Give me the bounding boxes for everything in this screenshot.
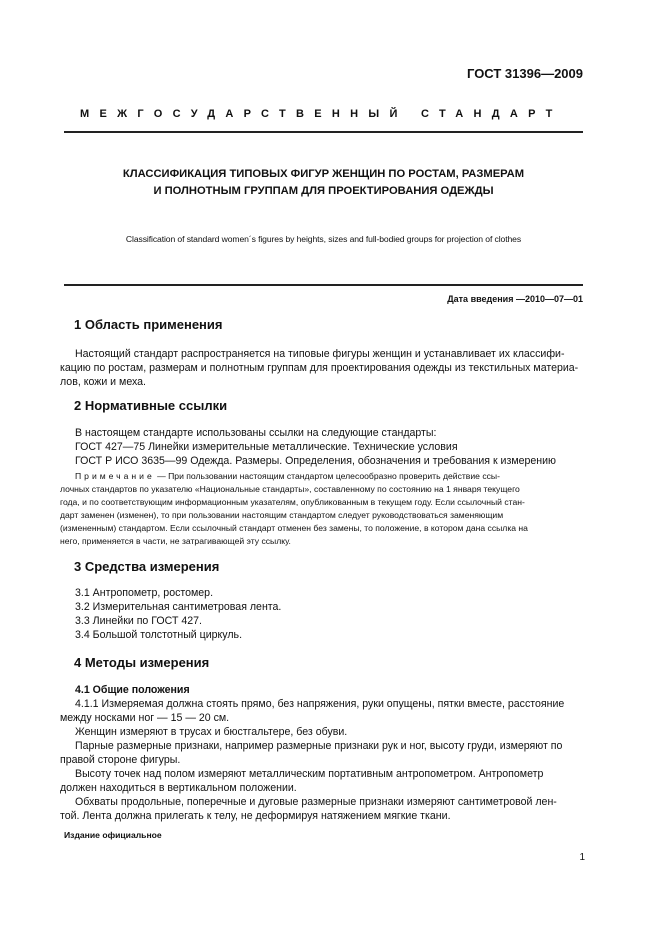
- note-line-2: лочных стандартов по указателю «Национальные стандарты», составленному по состоянию на 1 января текущего: [60, 484, 520, 494]
- document-title: [64, 166, 583, 200]
- s4-line-6: Высоту точек над полом измеряют металлическим портативным антропометром. Антропометр: [75, 768, 544, 780]
- s4-line-3: Женщин измеряют в трусах и бюстгальтере, без обуви.: [75, 726, 348, 738]
- section-2-body: [75, 426, 556, 468]
- section-2-heading: 2 Нормативные ссылки: [74, 398, 228, 413]
- note-line-6: него, применяется в части, не затрагивающей эту ссылку.: [60, 536, 291, 546]
- section-2-note: [60, 470, 528, 548]
- note-line-5: (измененным) стандартом. Если ссылочный стандарт отменен без замены, то положение, в котором дана ссылка на: [60, 523, 528, 533]
- standard-type: МЕЖГОСУДАРСТВЕННЫЙ СТАНДАРТ: [80, 108, 563, 120]
- s2-line-3: ГОСТ Р ИСО 3635—99 Одежда. Размеры. Определения, обозначения и требования к измерению: [75, 455, 557, 467]
- s3-item-4: 3.4 Большой толстотный циркуль.: [75, 629, 243, 641]
- s3-item-2: 3.2 Измерительная сантиметровая лента.: [75, 601, 282, 613]
- title-divider: [64, 284, 583, 286]
- note-label: Примечание: [75, 471, 155, 481]
- s4-line-2: между носками ног — 15 — 20 см.: [60, 712, 230, 724]
- s1-line-2: кацию по ростам, размерам и полнотным группам для проектирования одежды из текстильных материа-: [60, 362, 579, 374]
- title-line-2: И ПОЛНОТНЫМ ГРУППАМ ДЛЯ ПРОЕКТИРОВАНИЯ ОДЕЖДЫ: [153, 185, 494, 197]
- section-3-body: [75, 586, 281, 642]
- s4-line-7: должен находиться в вертикальном положении.: [60, 782, 297, 794]
- note-line-4: дарт заменен (изменен), то при пользовании настоящим стандартом следует руководствоваться заменяющим: [60, 510, 504, 520]
- s4-line-5: правой стороне фигуры.: [60, 754, 181, 766]
- gost-number: ГОСТ 31396—2009: [467, 66, 583, 81]
- note-line-3: года, и по соответствующим информационным указателям, опубликованным в текущем году. Если ссылочный стан-: [60, 497, 525, 507]
- introduction-date: Дата введения —2010—07—01: [447, 294, 583, 304]
- official-edition-label: Издание официальное: [64, 830, 162, 840]
- top-divider: [64, 131, 583, 133]
- section-1-body: [60, 347, 578, 389]
- section-4-heading: 4 Методы измерения: [74, 655, 210, 670]
- s3-item-3: 3.3 Линейки по ГОСТ 427.: [75, 615, 202, 627]
- section-4-1-subheading: 4.1 Общие положения: [75, 684, 190, 696]
- s4-line-4: Парные размерные признаки, например размерные признаки рук и ног, высоту груди, измеряют по: [75, 740, 563, 752]
- s1-line-3: лов, кожи и меха.: [60, 376, 146, 388]
- english-title: Classification of standard women´s figures by heights, sizes and full-bodied groups for projection of clothes: [125, 234, 522, 244]
- title-line-1: КЛАССИФИКАЦИЯ ТИПОВЫХ ФИГУР ЖЕНЩИН ПО РОСТАМ, РАЗМЕРАМ: [122, 168, 525, 180]
- page-number: 1: [579, 852, 585, 863]
- s3-item-1: 3.1 Антропометр, ростомер.: [75, 587, 214, 599]
- section-1-heading: 1 Область применения: [74, 317, 223, 332]
- section-3-heading: 3 Средства измерения: [74, 559, 220, 574]
- s4-line-9: той. Лента должна прилегать к телу, не деформируя натяжением мягкие ткани.: [60, 810, 451, 822]
- note-line-1: [60, 470, 528, 483]
- s2-line-2: ГОСТ 427—75 Линейки измерительные металлические. Технические условия: [75, 441, 458, 453]
- note-line-1-text: — При пользовании настоящим стандартом целесообразно проверить действие ссы-: [154, 471, 500, 481]
- s1-line-1: Настоящий стандарт распространяется на типовые фигуры женщин и устанавливает их классифи-: [75, 348, 565, 360]
- s4-line-1: 4.1.1 Измеряемая должна стоять прямо, без напряжения, руки опущены, пятки вместе, расстояние: [75, 698, 565, 710]
- s2-line-1: В настоящем стандарте использованы ссылки на следующие стандарты:: [75, 427, 437, 439]
- section-4-body: [60, 697, 564, 823]
- s4-line-8: Обхваты продольные, поперечные и дуговые размерные признаки измеряют сантиметровой лен-: [75, 796, 557, 808]
